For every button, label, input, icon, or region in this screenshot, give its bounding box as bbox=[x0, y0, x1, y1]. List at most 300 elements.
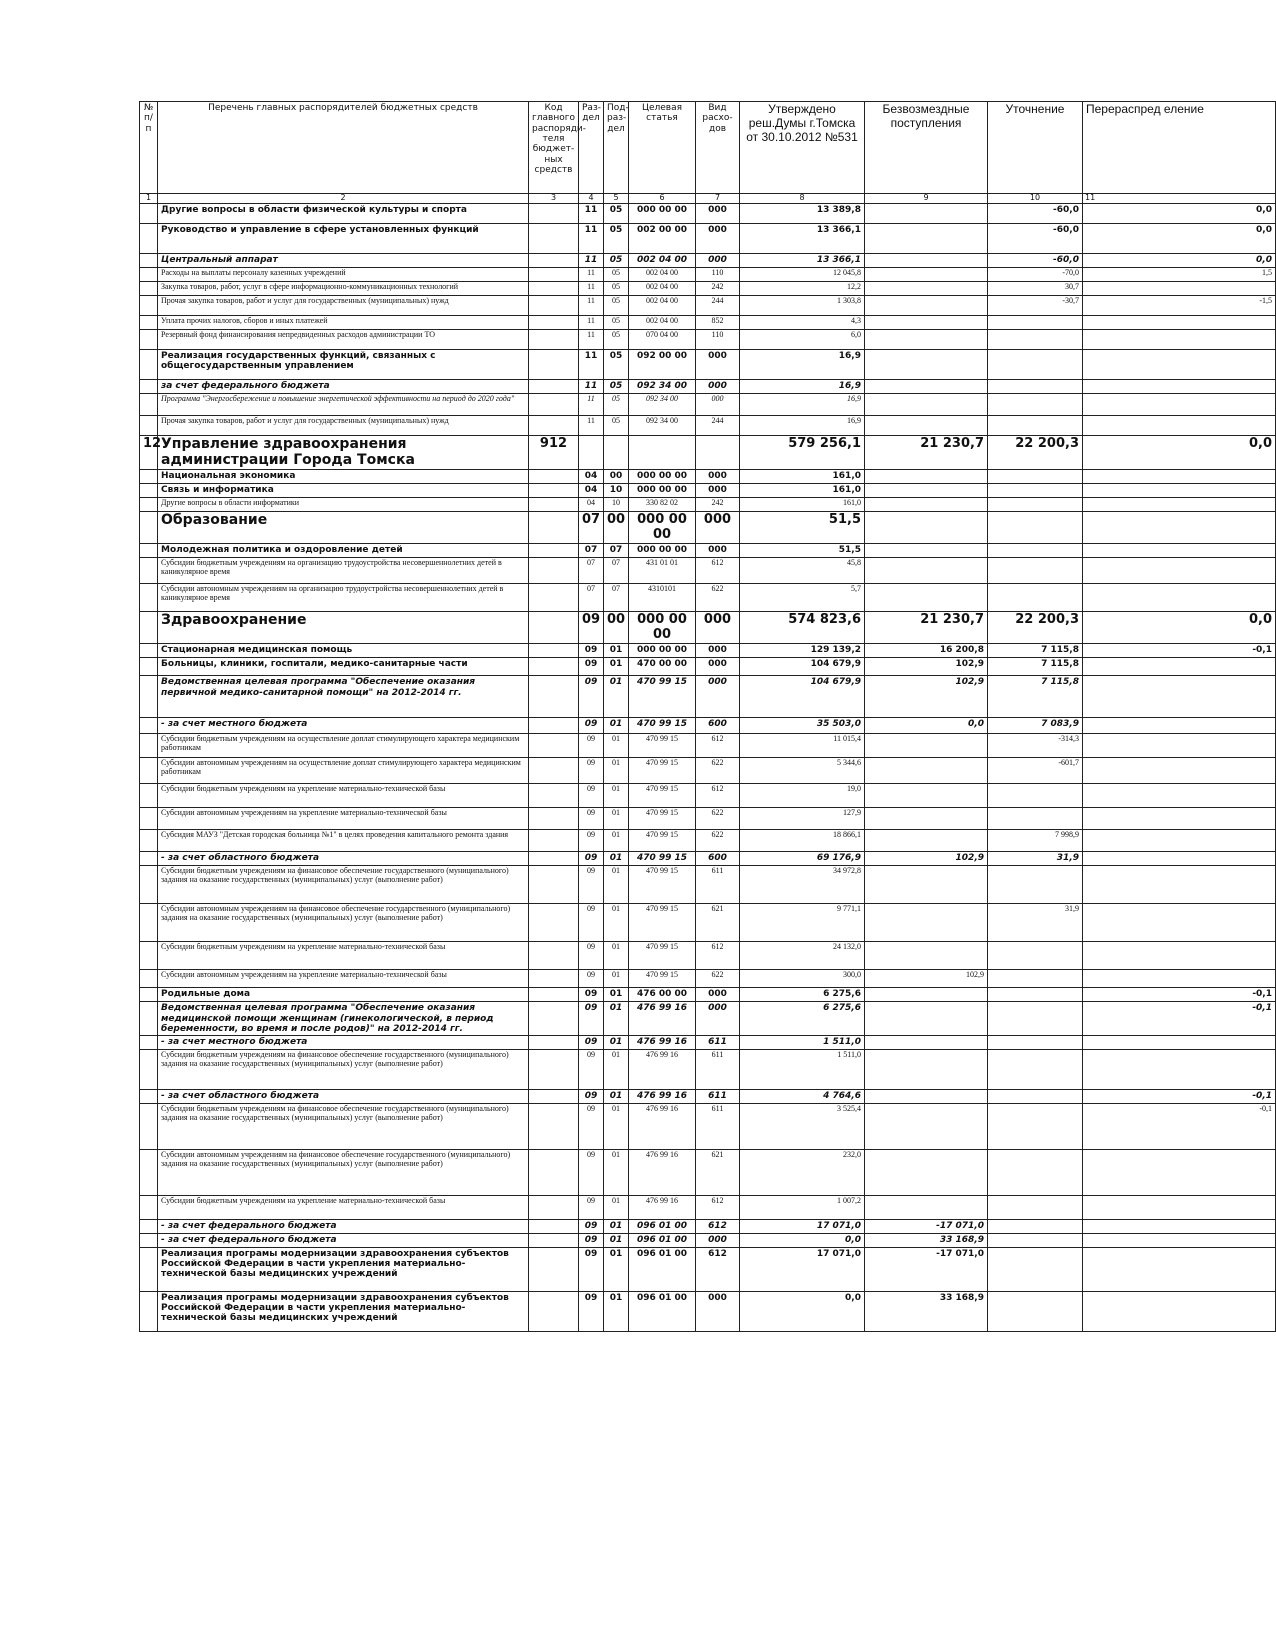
cell-vid: 000 bbox=[696, 512, 740, 544]
cell-redistribution bbox=[1083, 1149, 1276, 1195]
cell-name: Прочая закупка товаров, работ и услуг для государственных (муниципальных) нужд bbox=[158, 295, 529, 315]
cell-clarification bbox=[988, 1149, 1083, 1195]
cell-no bbox=[140, 612, 158, 644]
cell-gratuitous bbox=[865, 1195, 988, 1219]
table-row bbox=[140, 1149, 1276, 1195]
cell-razdel: 09 bbox=[579, 1002, 604, 1035]
cell-redistribution: 0,0 bbox=[1083, 203, 1276, 223]
header-approved: Утверждено реш.Думы г.Томска от 30.10.2012 №531 bbox=[740, 102, 865, 194]
cell-approved: 12 045,8 bbox=[740, 267, 865, 281]
cell-vid: 622 bbox=[696, 830, 740, 852]
cell-approved: 16,9 bbox=[740, 393, 865, 415]
cell-clarification bbox=[988, 544, 1083, 558]
cell-clarification: 22 200,3 bbox=[988, 435, 1083, 469]
cell-redistribution bbox=[1083, 784, 1276, 808]
cell-approved: 104 679,9 bbox=[740, 658, 865, 676]
cell-gratuitous bbox=[865, 1149, 988, 1195]
cell-name: Реализация програмы модернизации здравоохранения субъектов Российской Федерации в части укрепления материально-технической базы медицинских учреждений bbox=[158, 1247, 529, 1291]
cell-target: 000 00 00 bbox=[629, 512, 696, 544]
header-name: Перечень главных распорядителей бюджетных средств bbox=[158, 102, 529, 194]
cell-no bbox=[140, 866, 158, 904]
cell-no bbox=[140, 584, 158, 612]
cell-vid: 612 bbox=[696, 1195, 740, 1219]
cell-code bbox=[529, 612, 579, 644]
cell-redistribution bbox=[1083, 315, 1276, 329]
table-row bbox=[140, 349, 1276, 379]
header-row bbox=[140, 102, 1276, 194]
table-row bbox=[140, 329, 1276, 349]
cell-name: Другие вопросы в области информатики bbox=[158, 498, 529, 512]
cell-target: 096 01 00 bbox=[629, 1233, 696, 1247]
cell-vid: 000 bbox=[696, 484, 740, 498]
table-row bbox=[140, 379, 1276, 393]
cell-vid: 000 bbox=[696, 1233, 740, 1247]
cell-no bbox=[140, 558, 158, 584]
table-row bbox=[140, 718, 1276, 734]
cell-name: Управление здравоохранения администрации Города Томска bbox=[158, 435, 529, 469]
cell-redistribution bbox=[1083, 658, 1276, 676]
budget-table bbox=[139, 101, 1276, 1332]
cell-code bbox=[529, 970, 579, 988]
cell-no bbox=[140, 718, 158, 734]
cell-vid: 000 bbox=[696, 253, 740, 267]
table-row bbox=[140, 830, 1276, 852]
cell-podrazdel: 01 bbox=[604, 1103, 629, 1149]
cell-gratuitous bbox=[865, 379, 988, 393]
col-number: 5 bbox=[604, 194, 629, 204]
cell-target: 002 04 00 bbox=[629, 295, 696, 315]
cell-vid: 612 bbox=[696, 942, 740, 970]
cell-approved: 11 015,4 bbox=[740, 734, 865, 758]
cell-no bbox=[140, 1149, 158, 1195]
col-number: 1 bbox=[140, 194, 158, 204]
cell-vid: 622 bbox=[696, 584, 740, 612]
cell-name: Образование bbox=[158, 512, 529, 544]
cell-vid: 000 bbox=[696, 544, 740, 558]
cell-name: Реализация програмы модернизации здравоохранения субъектов Российской Федерации в части укрепления материально-технической базы медицинских учреждений bbox=[158, 1291, 529, 1331]
cell-name: Субсидии бюджетным учреждениям на укрепление материально-технической базы bbox=[158, 942, 529, 970]
cell-vid: 852 bbox=[696, 315, 740, 329]
cell-vid: 611 bbox=[696, 1035, 740, 1049]
cell-name: Ведомственная целевая программа "Обеспечение оказания первичной медико-санитарной помощи" на 2012-2014 гг. bbox=[158, 676, 529, 718]
cell-name: Стационарная медицинская помощь bbox=[158, 644, 529, 658]
cell-clarification: 7 115,8 bbox=[988, 658, 1083, 676]
cell-gratuitous bbox=[865, 1049, 988, 1089]
cell-redistribution bbox=[1083, 1049, 1276, 1089]
cell-approved: 1 007,2 bbox=[740, 1195, 865, 1219]
cell-redistribution bbox=[1083, 415, 1276, 435]
cell-razdel: 11 bbox=[579, 349, 604, 379]
cell-target: 470 99 15 bbox=[629, 676, 696, 718]
cell-name: Субсидии бюджетным учреждениям на осуществление доплат стимулирующего характера медицинским работникам bbox=[158, 734, 529, 758]
cell-target: 092 34 00 bbox=[629, 415, 696, 435]
table-row bbox=[140, 658, 1276, 676]
cell-target: 4310101 bbox=[629, 584, 696, 612]
cell-razdel: 11 bbox=[579, 295, 604, 315]
cell-target: 000 00 00 bbox=[629, 203, 696, 223]
cell-gratuitous: 21 230,7 bbox=[865, 612, 988, 644]
cell-name: - за счет областного бюджета bbox=[158, 852, 529, 866]
table-row bbox=[140, 676, 1276, 718]
cell-code bbox=[529, 758, 579, 784]
cell-name: Здравоохранение bbox=[158, 612, 529, 644]
cell-gratuitous bbox=[865, 904, 988, 942]
cell-approved: 574 823,6 bbox=[740, 612, 865, 644]
table-row bbox=[140, 1195, 1276, 1219]
cell-code bbox=[529, 718, 579, 734]
cell-target: 470 99 15 bbox=[629, 808, 696, 830]
cell-gratuitous bbox=[865, 988, 988, 1002]
cell-gratuitous bbox=[865, 315, 988, 329]
cell-vid: 242 bbox=[696, 498, 740, 512]
cell-razdel: 07 bbox=[579, 544, 604, 558]
table-row bbox=[140, 970, 1276, 988]
cell-clarification bbox=[988, 808, 1083, 830]
table-row bbox=[140, 267, 1276, 281]
cell-code bbox=[529, 808, 579, 830]
header-code: Код главного распоряди-теля бюджет-ных средств bbox=[529, 102, 579, 194]
cell-target: 000 00 00 bbox=[629, 484, 696, 498]
cell-name: - за счет федерального бюджета bbox=[158, 1219, 529, 1233]
col-number: 8 bbox=[740, 194, 865, 204]
cell-code bbox=[529, 295, 579, 315]
cell-approved: 51,5 bbox=[740, 544, 865, 558]
cell-podrazdel: 00 bbox=[604, 612, 629, 644]
table-row bbox=[140, 223, 1276, 253]
cell-name: Прочая закупка товаров, работ и услуг для государственных (муниципальных) нужд bbox=[158, 415, 529, 435]
cell-razdel: 09 bbox=[579, 1219, 604, 1233]
cell-no bbox=[140, 658, 158, 676]
cell-target: 476 99 16 bbox=[629, 1195, 696, 1219]
cell-podrazdel: 01 bbox=[604, 808, 629, 830]
cell-razdel: 09 bbox=[579, 904, 604, 942]
col-number: 6 bbox=[629, 194, 696, 204]
cell-razdel: 04 bbox=[579, 470, 604, 484]
cell-redistribution bbox=[1083, 512, 1276, 544]
cell-podrazdel: 01 bbox=[604, 718, 629, 734]
cell-no bbox=[140, 281, 158, 295]
cell-clarification: 30,7 bbox=[988, 281, 1083, 295]
cell-razdel: 09 bbox=[579, 1149, 604, 1195]
cell-name: Молодежная политика и оздоровление детей bbox=[158, 544, 529, 558]
cell-vid: 612 bbox=[696, 558, 740, 584]
cell-approved: 12,2 bbox=[740, 281, 865, 295]
cell-gratuitous bbox=[865, 544, 988, 558]
cell-code bbox=[529, 904, 579, 942]
cell-clarification: -314,3 bbox=[988, 734, 1083, 758]
cell-vid: 000 bbox=[696, 1291, 740, 1331]
cell-podrazdel: 01 bbox=[604, 784, 629, 808]
cell-gratuitous bbox=[865, 393, 988, 415]
cell-name: Субсидии автономным учреждениям на финансовое обеспечение государственного (муниципального) задания на оказание государственных (муниципальных) услуг (выполнение работ) bbox=[158, 904, 529, 942]
cell-name: - за счет местного бюджета bbox=[158, 1035, 529, 1049]
cell-target: 000 00 00 bbox=[629, 470, 696, 484]
cell-vid: 621 bbox=[696, 904, 740, 942]
cell-name: Субсидия МАУЗ "Детская городская больница №1" в целях проведения капитального ремонта здания bbox=[158, 830, 529, 852]
header-gratuitous: Безвозмездные поступления bbox=[865, 102, 988, 194]
cell-redistribution bbox=[1083, 808, 1276, 830]
cell-podrazdel: 01 bbox=[604, 1002, 629, 1035]
cell-clarification bbox=[988, 1219, 1083, 1233]
cell-podrazdel: 01 bbox=[604, 676, 629, 718]
cell-target: 476 99 16 bbox=[629, 1002, 696, 1035]
cell-vid: 612 bbox=[696, 1247, 740, 1291]
cell-gratuitous bbox=[865, 470, 988, 484]
cell-vid: 622 bbox=[696, 970, 740, 988]
cell-target: 470 99 15 bbox=[629, 942, 696, 970]
cell-razdel: 09 bbox=[579, 852, 604, 866]
cell-code bbox=[529, 315, 579, 329]
cell-razdel: 09 bbox=[579, 1195, 604, 1219]
cell-gratuitous bbox=[865, 415, 988, 435]
cell-gratuitous: 16 200,8 bbox=[865, 644, 988, 658]
cell-target: 470 99 15 bbox=[629, 758, 696, 784]
cell-target: 002 04 00 bbox=[629, 315, 696, 329]
cell-target: 096 01 00 bbox=[629, 1291, 696, 1331]
cell-target: 476 99 16 bbox=[629, 1089, 696, 1103]
cell-code bbox=[529, 281, 579, 295]
cell-razdel: 11 bbox=[579, 393, 604, 415]
cell-no bbox=[140, 676, 158, 718]
table-row bbox=[140, 1103, 1276, 1149]
col-number: 11 bbox=[1083, 194, 1276, 204]
cell-clarification bbox=[988, 393, 1083, 415]
cell-podrazdel: 05 bbox=[604, 393, 629, 415]
cell-redistribution bbox=[1083, 329, 1276, 349]
cell-redistribution bbox=[1083, 1219, 1276, 1233]
cell-clarification bbox=[988, 315, 1083, 329]
col-number: 3 bbox=[529, 194, 579, 204]
cell-razdel: 09 bbox=[579, 658, 604, 676]
cell-code bbox=[529, 1002, 579, 1035]
cell-name: Субсидии автономным учреждениям на укрепление материально-технической базы bbox=[158, 808, 529, 830]
cell-podrazdel: 01 bbox=[604, 1233, 629, 1247]
cell-podrazdel: 05 bbox=[604, 329, 629, 349]
cell-code bbox=[529, 1291, 579, 1331]
cell-razdel: 11 bbox=[579, 203, 604, 223]
cell-clarification bbox=[988, 512, 1083, 544]
table-row bbox=[140, 544, 1276, 558]
cell-clarification bbox=[988, 584, 1083, 612]
cell-gratuitous bbox=[865, 512, 988, 544]
cell-redistribution bbox=[1083, 379, 1276, 393]
cell-name: Связь и информатика bbox=[158, 484, 529, 498]
table-row bbox=[140, 758, 1276, 784]
cell-vid: 600 bbox=[696, 852, 740, 866]
cell-no bbox=[140, 830, 158, 852]
cell-code bbox=[529, 484, 579, 498]
cell-vid: 622 bbox=[696, 758, 740, 784]
header-no: № п/п bbox=[140, 102, 158, 194]
cell-gratuitous bbox=[865, 784, 988, 808]
cell-gratuitous bbox=[865, 558, 988, 584]
col-number: 4 bbox=[579, 194, 604, 204]
table-row bbox=[140, 1233, 1276, 1247]
cell-podrazdel: 10 bbox=[604, 498, 629, 512]
cell-approved: 0,0 bbox=[740, 1291, 865, 1331]
cell-approved: 1 303,8 bbox=[740, 295, 865, 315]
cell-gratuitous bbox=[865, 253, 988, 267]
cell-clarification: -30,7 bbox=[988, 295, 1083, 315]
table-row bbox=[140, 734, 1276, 758]
cell-gratuitous: 102,9 bbox=[865, 658, 988, 676]
cell-razdel: 04 bbox=[579, 498, 604, 512]
cell-redistribution bbox=[1083, 470, 1276, 484]
cell-podrazdel: 05 bbox=[604, 295, 629, 315]
table-row bbox=[140, 584, 1276, 612]
cell-razdel: 09 bbox=[579, 1049, 604, 1089]
cell-redistribution bbox=[1083, 852, 1276, 866]
cell-redistribution bbox=[1083, 676, 1276, 718]
cell-razdel: 11 bbox=[579, 315, 604, 329]
cell-approved: 232,0 bbox=[740, 1149, 865, 1195]
cell-approved: 161,0 bbox=[740, 484, 865, 498]
cell-code: 912 bbox=[529, 435, 579, 469]
cell-clarification bbox=[988, 470, 1083, 484]
cell-no bbox=[140, 1002, 158, 1035]
cell-vid: 000 bbox=[696, 393, 740, 415]
cell-name: Резервный фонд финансирования непредвиденных расходов администрации ТО bbox=[158, 329, 529, 349]
cell-clarification bbox=[988, 498, 1083, 512]
cell-redistribution bbox=[1083, 758, 1276, 784]
header-razdel: Раз-дел bbox=[579, 102, 604, 194]
cell-target: 002 00 00 bbox=[629, 223, 696, 253]
table-row bbox=[140, 852, 1276, 866]
cell-razdel: 09 bbox=[579, 734, 604, 758]
cell-redistribution bbox=[1083, 830, 1276, 852]
cell-podrazdel: 05 bbox=[604, 349, 629, 379]
cell-name: Ведомственная целевая программа "Обеспечение оказания медицинской помощи женщинам (гинекологической, в период беременности, во время и после родов)" на 2012-2014 гг. bbox=[158, 1002, 529, 1035]
cell-razdel: 11 bbox=[579, 415, 604, 435]
cell-razdel: 09 bbox=[579, 988, 604, 1002]
cell-gratuitous: -17 071,0 bbox=[865, 1219, 988, 1233]
cell-vid: 000 bbox=[696, 612, 740, 644]
cell-name: Субсидии бюджетным учреждениям на финансовое обеспечение государственного (муниципального) задания на оказание государственных (муниципальных) услуг (выполнение работ) bbox=[158, 866, 529, 904]
cell-vid: 000 bbox=[696, 658, 740, 676]
cell-name: Уплата прочих налогов, сборов и иных платежей bbox=[158, 315, 529, 329]
cell-approved: 1 511,0 bbox=[740, 1035, 865, 1049]
table-row bbox=[140, 1035, 1276, 1049]
cell-razdel: 09 bbox=[579, 866, 604, 904]
cell-podrazdel: 05 bbox=[604, 281, 629, 295]
cell-razdel: 09 bbox=[579, 942, 604, 970]
cell-vid: 000 bbox=[696, 379, 740, 393]
cell-target: 476 99 16 bbox=[629, 1149, 696, 1195]
cell-podrazdel: 01 bbox=[604, 970, 629, 988]
cell-no bbox=[140, 644, 158, 658]
cell-name: Больницы, клиники, госпитали, медико-санитарные части bbox=[158, 658, 529, 676]
cell-podrazdel: 01 bbox=[604, 866, 629, 904]
cell-gratuitous bbox=[865, 498, 988, 512]
cell-approved: 69 176,9 bbox=[740, 852, 865, 866]
cell-name: - за счет федерального бюджета bbox=[158, 1233, 529, 1247]
cell-approved: 6 275,6 bbox=[740, 988, 865, 1002]
col-number: 9 bbox=[865, 194, 988, 204]
cell-gratuitous bbox=[865, 808, 988, 830]
cell-redistribution bbox=[1083, 718, 1276, 734]
cell-vid: 244 bbox=[696, 295, 740, 315]
cell-code bbox=[529, 223, 579, 253]
cell-no bbox=[140, 1247, 158, 1291]
cell-redistribution: -0,1 bbox=[1083, 1002, 1276, 1035]
cell-name: Субсидии автономным учреждениям на осуществление доплат стимулирующего характера медицинским работникам bbox=[158, 758, 529, 784]
cell-code bbox=[529, 1089, 579, 1103]
cell-redistribution: -0,1 bbox=[1083, 1103, 1276, 1149]
cell-target: 002 04 00 bbox=[629, 253, 696, 267]
cell-no bbox=[140, 734, 158, 758]
col-number: 10 bbox=[988, 194, 1083, 204]
cell-no: 12 bbox=[140, 435, 158, 469]
cell-gratuitous bbox=[865, 758, 988, 784]
cell-target: 470 99 15 bbox=[629, 866, 696, 904]
cell-redistribution bbox=[1083, 498, 1276, 512]
cell-no bbox=[140, 415, 158, 435]
cell-name: Субсидии автономным учреждениям на укрепление материально-технической базы bbox=[158, 970, 529, 988]
cell-clarification bbox=[988, 942, 1083, 970]
cell-clarification bbox=[988, 784, 1083, 808]
cell-redistribution: 0,0 bbox=[1083, 435, 1276, 469]
cell-code bbox=[529, 784, 579, 808]
cell-gratuitous bbox=[865, 295, 988, 315]
cell-razdel: 09 bbox=[579, 612, 604, 644]
table-row bbox=[140, 1089, 1276, 1103]
cell-target: 476 99 16 bbox=[629, 1103, 696, 1149]
cell-name: Субсидии автономным учреждениям на финансовое обеспечение государственного (муниципального) задания на оказание государственных (муниципальных) услуг (выполнение работ) bbox=[158, 1149, 529, 1195]
cell-podrazdel: 05 bbox=[604, 203, 629, 223]
cell-vid: 611 bbox=[696, 1089, 740, 1103]
cell-podrazdel: 05 bbox=[604, 315, 629, 329]
table-row bbox=[140, 784, 1276, 808]
cell-approved: 6,0 bbox=[740, 329, 865, 349]
cell-code bbox=[529, 942, 579, 970]
header-redistribution: Перераспред еление bbox=[1083, 102, 1276, 194]
cell-approved: 4,3 bbox=[740, 315, 865, 329]
cell-code bbox=[529, 644, 579, 658]
cell-redistribution bbox=[1083, 1233, 1276, 1247]
cell-name: Субсидии бюджетным учреждениям на организацию трудоустройства несовершеннолетних детей в каникулярное время bbox=[158, 558, 529, 584]
cell-name: Другие вопросы в области физической культуры и спорта bbox=[158, 203, 529, 223]
cell-clarification: -60,0 bbox=[988, 203, 1083, 223]
cell-vid: 611 bbox=[696, 1049, 740, 1089]
cell-code bbox=[529, 1049, 579, 1089]
cell-redistribution bbox=[1083, 866, 1276, 904]
cell-gratuitous bbox=[865, 866, 988, 904]
cell-podrazdel: 01 bbox=[604, 1195, 629, 1219]
cell-podrazdel: 05 bbox=[604, 415, 629, 435]
cell-code bbox=[529, 1103, 579, 1149]
table-row bbox=[140, 281, 1276, 295]
cell-razdel: 09 bbox=[579, 808, 604, 830]
cell-razdel: 09 bbox=[579, 1247, 604, 1291]
cell-redistribution: -0,1 bbox=[1083, 988, 1276, 1002]
cell-target: 330 82 02 bbox=[629, 498, 696, 512]
cell-podrazdel: 07 bbox=[604, 558, 629, 584]
cell-razdel: 09 bbox=[579, 970, 604, 988]
cell-target: 096 01 00 bbox=[629, 1219, 696, 1233]
cell-no bbox=[140, 1103, 158, 1149]
cell-gratuitous: -17 071,0 bbox=[865, 1247, 988, 1291]
cell-code bbox=[529, 498, 579, 512]
cell-razdel: 09 bbox=[579, 718, 604, 734]
cell-no bbox=[140, 379, 158, 393]
cell-vid: 000 bbox=[696, 470, 740, 484]
cell-target: 470 99 15 bbox=[629, 830, 696, 852]
table-row bbox=[140, 1247, 1276, 1291]
cell-approved: 16,9 bbox=[740, 379, 865, 393]
cell-clarification: -601,7 bbox=[988, 758, 1083, 784]
cell-razdel: 09 bbox=[579, 1089, 604, 1103]
cell-gratuitous bbox=[865, 203, 988, 223]
